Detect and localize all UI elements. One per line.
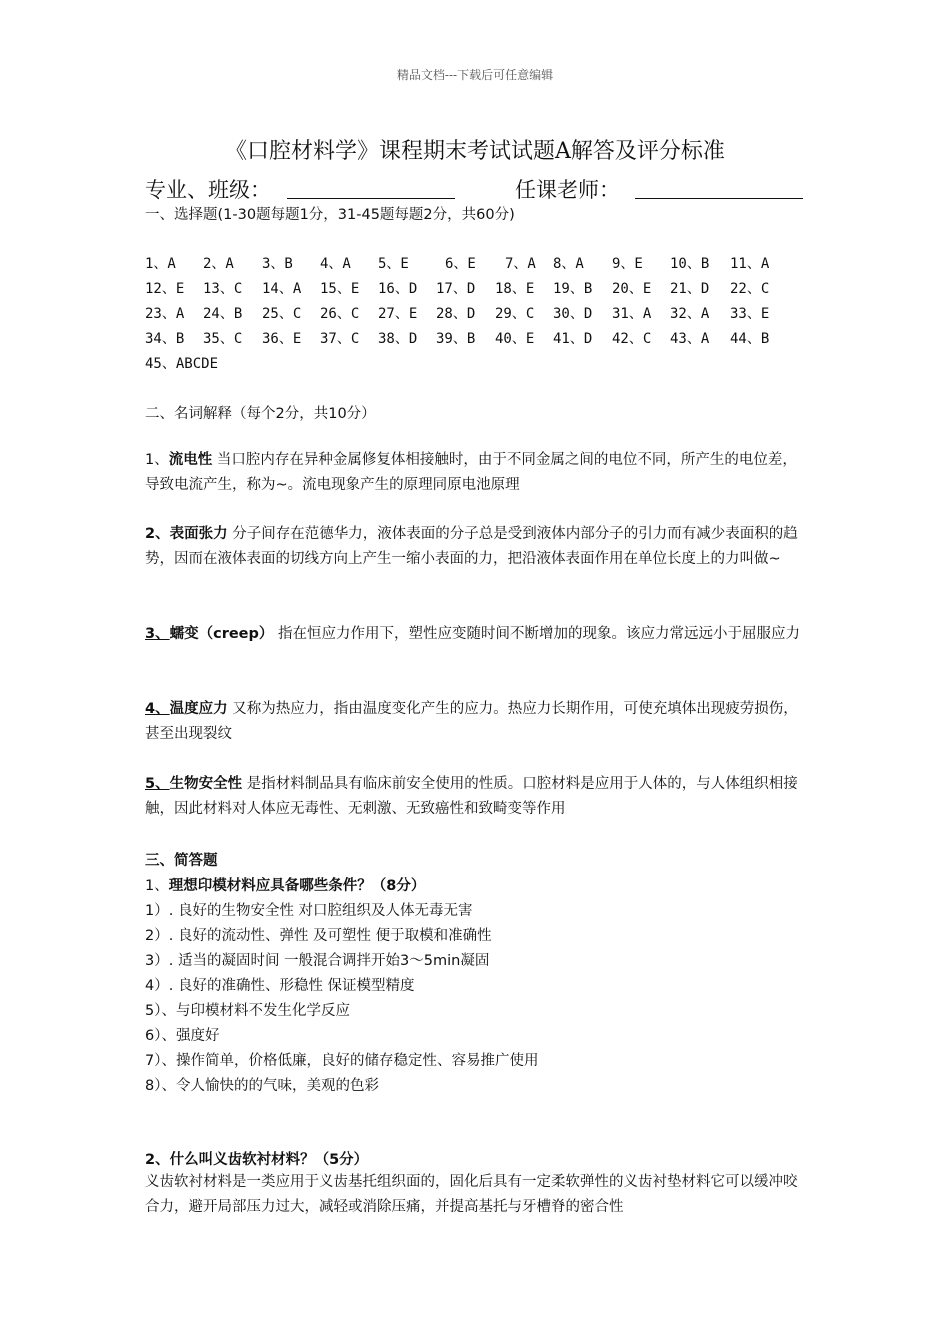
term-definition-5 [145,772,810,822]
question2-answer: 义齿软衬材料是一类应用于义齿基托组织面的，固化后具有一定柔软弹性的义齿衬垫材料它可以缓冲咬合力，避开局部压力过大，减轻或消除压痛，并提高基托与牙槽脊的密合性 [145,1174,798,1215]
answer-item: 36、E [262,331,302,347]
major-class-label: 专业、班级： [145,178,271,202]
answer-item: 20、E [612,281,652,297]
answer-item: 23、A [145,306,185,322]
question2-title: 2、什么叫义齿软衬材料？（5分） [145,1152,369,1168]
answer-line: 3）. 适当的凝固时间 一般混合调拌开始3～5min凝固 [145,953,490,969]
answer-item: 10、B [670,256,710,272]
term-name: 表面张力 [169,526,228,542]
answer-item: 39、B [436,331,476,347]
answer-item: 22、C [730,281,770,297]
info-line [145,174,805,204]
answer-item: 18、E [495,281,535,297]
answer-item: 25、C [262,306,302,322]
answer-item: 19、B [553,281,593,297]
answer-item: 28、D [436,306,476,322]
answer-item: 26、C [320,306,360,322]
term-text: 当口腔内存在异种金属修复体相接触时，由于不同金属之间的电位不同，所产生的电位差，导致电流产生，称为~。流电现象产生的原理同原电池原理 [145,452,797,493]
term-text: 是指材料制品具有临床前安全使用的性质。口腔材料是应用于人体的，与人体组织相接触，因此材料对人体应无毒性、无刺激、无致癌性和致畸变等作用 [145,776,798,817]
answer-item: 13、C [203,281,243,297]
teacher-blank [635,198,803,199]
answer-line: 7）、操作简单，价格低廉，良好的储存稳定性、容易推广使用 [145,1053,539,1069]
answer-item: 45、ABCDE [145,356,219,372]
answer-item: 29、C [495,306,535,322]
answer-line: 2）. 良好的流动性、弹性 及可塑性 便于取模和准确性 [145,928,492,944]
answer-item: 44、B [730,331,770,347]
section1-heading: 一、选择题(1-30题每题1分，31-45题每题2分，共60分) [145,207,515,223]
term-number: 4、 [145,701,170,717]
term-name: 生物安全性 [169,776,243,792]
answer-item: 33、E [730,306,770,322]
answer-line: 6）、强度好 [145,1028,220,1044]
term-definition-2 [145,522,810,572]
answer-item: 3、B [262,256,293,272]
answer-item: 4、A [320,256,351,272]
question1-title [145,874,425,895]
answer-item: 16、D [378,281,418,297]
answer-item: 7、A [505,256,536,272]
answer-line: 1）. 良好的生物安全性 对口腔组织及人体无毒无害 [145,903,473,919]
term-text: 指在恒应力作用下，塑性应变随时间不断增加的现象。该应力常远远小于屈服应力 [273,626,800,642]
answer-item: 11、A [730,256,770,272]
term-text: 分子间存在范德华力，液体表面的分子总是受到液体内部分子的引力而有减少表面积的趋势，因而在液体表面的切线方向上产生一缩小表面的力，把沿液体表面作用在单位长度上的力叫做~ [145,526,798,567]
teacher-label: 任课老师： [515,178,620,202]
section2-heading: 二、名词解释（每个2分，共10分） [145,406,376,422]
answer-item: 37、C [320,331,360,347]
term-name: 蠕变（creep） [169,626,274,642]
answer-item: 17、D [436,281,476,297]
answer-item: 40、E [495,331,535,347]
major-class-blank [287,198,455,199]
term-name: 流电性 [168,452,213,468]
answer-item: 43、A [670,331,710,347]
answer-line: 4）. 良好的准确性、形稳性 保证模型精度 [145,978,415,994]
answer-line: 5）、与印模材料不发生化学反应 [145,1003,350,1019]
term-number: 5、 [145,776,170,792]
question1-text: 理想印模材料应具备哪些条件？（8分） [168,878,426,894]
answer-item: 12、E [145,281,185,297]
term-definition-4 [145,697,810,747]
answer-item: 24、B [203,306,243,322]
answer-item: 31、A [612,306,652,322]
answer-item: 2、A [203,256,234,272]
answer-item: 14、A [262,281,302,297]
term-number: 3、 [145,626,170,642]
answer-item: 35、C [203,331,243,347]
answer-item: 41、D [553,331,593,347]
answer-item: 42、C [612,331,652,347]
answer-item: 8、A [553,256,584,272]
term-definition-3 [145,622,810,647]
answer-item: 30、D [553,306,593,322]
header-watermark: 精品文档---下载后可任意编辑 [396,68,554,82]
answer-item: 38、D [378,331,418,347]
answer-item: 27、E [378,306,418,322]
answer-item: 6、E [445,256,476,272]
term-text: 又称为热应力，指由温度变化产生的应力。热应力长期作用，可使充填体出现疲劳损伤，甚至出现裂纹 [145,701,798,742]
answer-item: 32、A [670,306,710,322]
term-name: 温度应力 [169,701,228,717]
answer-item: 9、E [612,256,643,272]
answer-item: 34、B [145,331,185,347]
answer-item: 21、D [670,281,710,297]
answer-item: 1、A [145,256,176,272]
question1-number: 1、 [145,878,169,894]
section3-heading: 三、简答题 [145,853,218,869]
page-title: 《口腔材料学》课程期末考试试题A解答及评分标准 [225,139,725,164]
term-number: 2、 [145,526,170,542]
answer-item: 5、E [378,256,409,272]
term-number: 1、 [145,452,169,468]
answer-line: 8）、令人愉快的的气味，美观的色彩 [145,1078,379,1094]
answer-item: 15、E [320,281,360,297]
term-definition-1 [145,448,810,498]
